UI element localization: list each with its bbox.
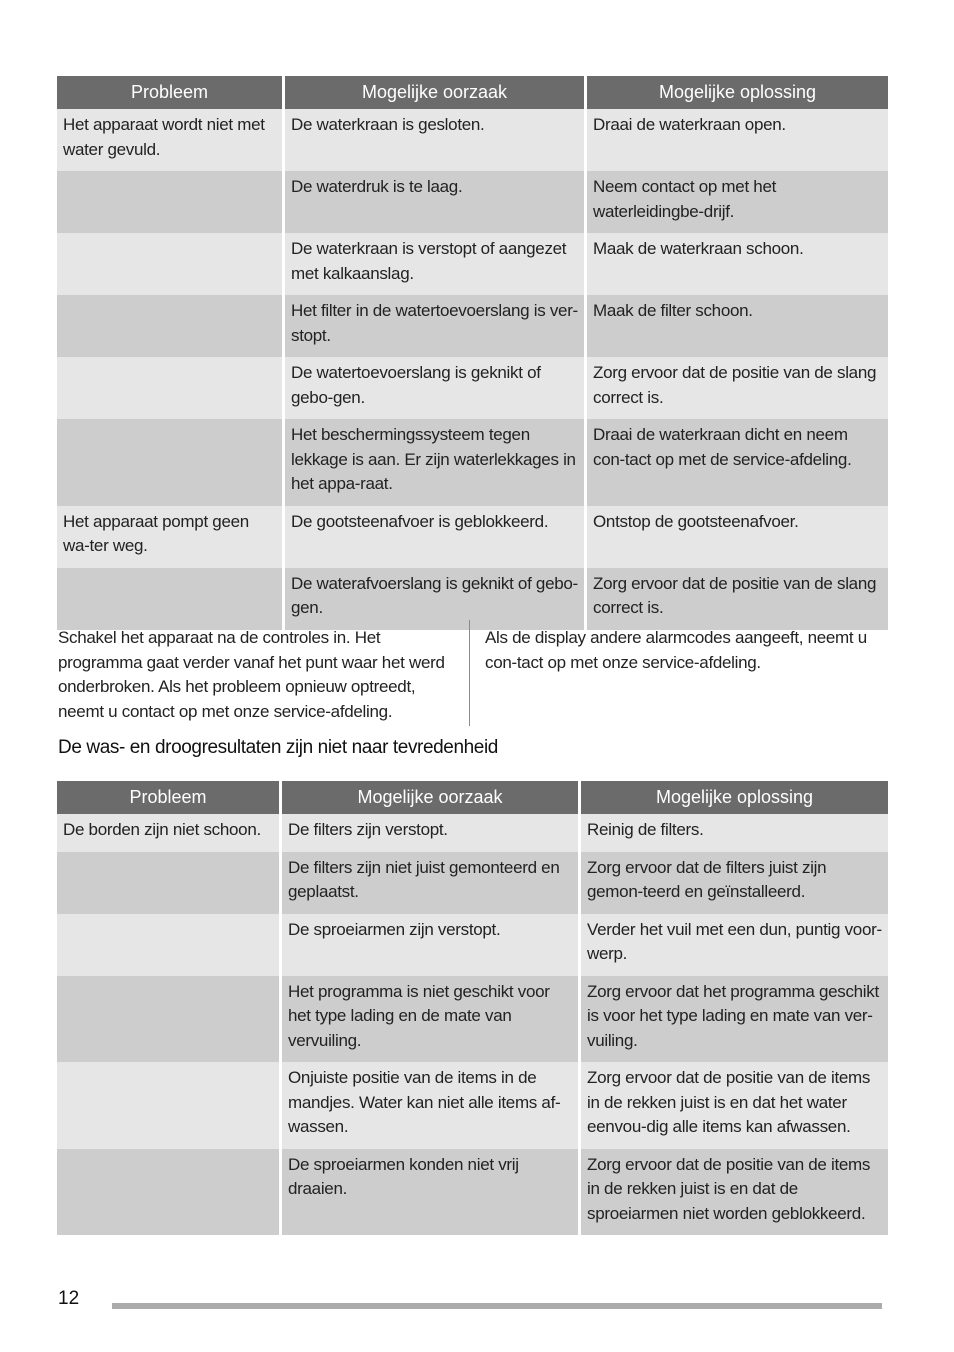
- cause-cell: De waterkraan is verstopt of aangezet met kalkaanslag.: [285, 233, 584, 295]
- table-row: [57, 1149, 888, 1236]
- solution-cell: Zorg ervoor dat de positie van de slang correct is.: [587, 568, 888, 630]
- column-header-solution: Mogelijke oplossing: [587, 76, 888, 109]
- solution-cell: Draai de waterkraan open.: [587, 109, 888, 171]
- page-number: 12: [58, 1288, 80, 1309]
- problem-cell: [57, 976, 279, 1063]
- problem-cell: [57, 1062, 279, 1149]
- column-header-problem: Probleem: [57, 76, 282, 109]
- problem-cell: [57, 914, 279, 976]
- problem-cell: [57, 419, 282, 506]
- table-row: [57, 1062, 888, 1149]
- table-row: [57, 852, 888, 914]
- cause-cell: De waterkraan is gesloten.: [285, 109, 584, 171]
- table-row: [57, 233, 888, 295]
- table-header-row: [57, 76, 888, 109]
- cause-cell: De filters zijn niet juist gemonteerd en geplaatst.: [282, 852, 578, 914]
- note-alarm-codes-paragraph: Als de display andere alarmcodes aangeeft, neemt u con-tact op met onze service-afdeling.: [485, 628, 867, 672]
- column-divider: [469, 620, 470, 726]
- problem-cell: [57, 171, 282, 233]
- problem-cell: Het apparaat wordt niet met water gevuld.: [57, 109, 282, 171]
- solution-cell: Zorg ervoor dat de positie van de items in de rekken juist is en dat de sproeiarmen niet worden geblokkeerd.: [581, 1149, 888, 1236]
- solution-cell: Draai de waterkraan dicht en neem con-tact op met de service-afdeling.: [587, 419, 888, 506]
- solution-cell: Zorg ervoor dat de filters juist zijn gemon-teerd en geïnstalleerd.: [581, 852, 888, 914]
- table-row: [57, 109, 888, 171]
- note-restart-paragraph: Schakel het apparaat na de controles in. Het programma gaat verder vanaf het punt waar het werd onderbroken. Als het probleem opnieuw optreedt, neemt u contact op met onze service-afdeling.: [58, 628, 445, 721]
- problem-cell: Het apparaat pompt geen wa-ter weg.: [57, 506, 282, 568]
- table-row: [57, 568, 888, 630]
- problem-cell: De borden zijn niet schoon.: [57, 814, 279, 852]
- cause-cell: De filters zijn verstopt.: [282, 814, 578, 852]
- problem-cell: [57, 568, 282, 630]
- column-header-solution: Mogelijke oplossing: [581, 781, 888, 814]
- solution-cell: Reinig de filters.: [581, 814, 888, 852]
- table-row: [57, 419, 888, 506]
- cause-cell: De watertoevoerslang is geknikt of gebo-gen.: [285, 357, 584, 419]
- table-row: [57, 506, 888, 568]
- cause-cell: Het programma is niet geschikt voor het type lading en de mate van vervuiling.: [282, 976, 578, 1063]
- table-row: [57, 976, 888, 1063]
- problem-cell: [57, 233, 282, 295]
- cause-cell: Onjuiste positie van de items in de mandjes. Water kan niet alle items af-wassen.: [282, 1062, 578, 1149]
- column-header-problem: Probleem: [57, 781, 279, 814]
- solution-cell: Maak de filter schoon.: [587, 295, 888, 357]
- solution-cell: Zorg ervoor dat het programma geschikt is voor het type lading en mate van ver-vuiling.: [581, 976, 888, 1063]
- cause-cell: De waterafvoerslang is geknikt of gebo-gen.: [285, 568, 584, 630]
- cause-cell: De gootsteenafvoer is geblokkeerd.: [285, 506, 584, 568]
- problem-cell: [57, 357, 282, 419]
- table-row: [57, 814, 888, 852]
- table-row: [57, 295, 888, 357]
- problem-cell: [57, 1149, 279, 1236]
- cause-cell: Het beschermingssysteem tegen lekkage is aan. Er zijn waterlekkages in het appa-raat.: [285, 419, 584, 506]
- cause-cell: De waterdruk is te laag.: [285, 171, 584, 233]
- solution-cell: Zorg ervoor dat de positie van de slang correct is.: [587, 357, 888, 419]
- footer-rule: [112, 1303, 882, 1309]
- table-row: [57, 914, 888, 976]
- troubleshooting-table-results: [54, 781, 891, 1235]
- column-header-cause: Mogelijke oorzaak: [282, 781, 578, 814]
- solution-cell: Maak de waterkraan schoon.: [587, 233, 888, 295]
- table-row: [57, 357, 888, 419]
- cause-cell: De sproeiarmen konden niet vrij draaien.: [282, 1149, 578, 1236]
- cause-cell: De sproeiarmen zijn verstopt.: [282, 914, 578, 976]
- solution-cell: Zorg ervoor dat de positie van de items in de rekken juist is en dat het water eenvou-dig alle items kan afwassen.: [581, 1062, 888, 1149]
- table-header-row: [57, 781, 888, 814]
- table-row: [57, 171, 888, 233]
- solution-cell: Ontstop de gootsteenafvoer.: [587, 506, 888, 568]
- section-heading: De was- en droogresultaten zijn niet naar tevredenheid: [58, 737, 498, 758]
- solution-cell: Verder het vuil met een dun, puntig voor-werp.: [581, 914, 888, 976]
- solution-cell: Neem contact op met het waterleidingbe-drijf.: [587, 171, 888, 233]
- troubleshooting-table-water: [54, 76, 891, 630]
- cause-cell: Het filter in de watertoevoerslang is ver-stopt.: [285, 295, 584, 357]
- column-header-cause: Mogelijke oorzaak: [285, 76, 584, 109]
- problem-cell: [57, 852, 279, 914]
- problem-cell: [57, 295, 282, 357]
